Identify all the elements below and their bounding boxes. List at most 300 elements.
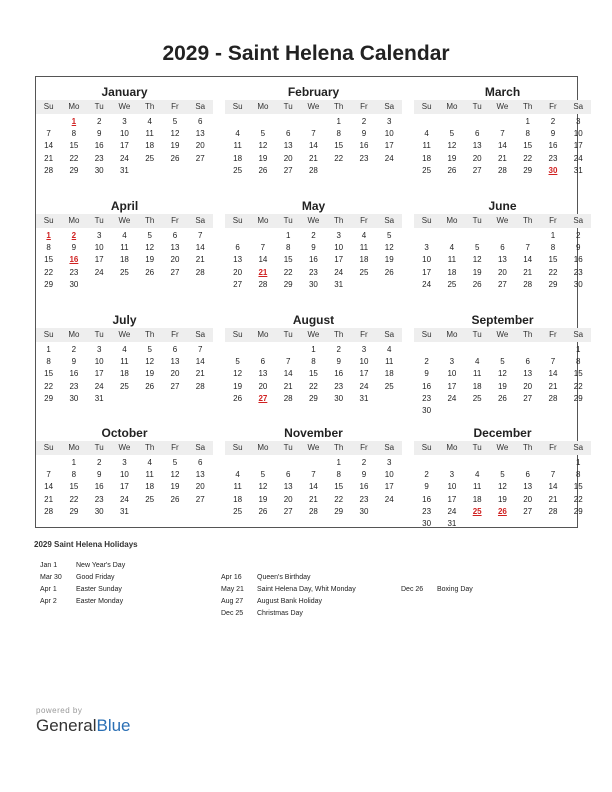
day-cell: 19 [384,255,394,265]
day-cell: 6 [172,345,178,354]
day-cell: 15 [69,482,79,492]
day-cell: 8 [71,129,77,139]
day-cell: 13 [497,255,507,265]
empty-day-cell [439,116,464,128]
week-row [225,153,402,165]
empty-day-cell [250,230,275,242]
empty-day-cell [276,457,301,469]
day-cell: 22 [523,153,533,163]
day-cell: 6 [525,357,530,367]
day-cell: 7 [550,357,556,367]
weekday-label: Tu [94,216,104,225]
holiday-entry [40,596,125,608]
day-cell: 29 [44,279,54,289]
empty-day-cell [490,405,515,417]
day-cell: 10 [384,470,394,480]
day-cell: 18 [384,369,394,379]
day-cell: 16 [334,369,344,379]
day-cell: 13 [170,243,180,253]
day-cell: 10 [384,129,394,139]
day-cell: 2 [311,231,316,240]
weekday-label: Mo [68,216,80,225]
day-cell: 20 [523,494,533,504]
empty-day-cell [377,506,402,518]
day-cell: 26 [170,494,180,504]
day-cell: 17 [334,255,344,265]
week-row [414,457,591,469]
week-row [414,481,591,493]
empty-day-cell [250,116,275,128]
day-cell: 27 [233,279,243,289]
day-cell: 19 [258,494,268,504]
day-cell: 10 [94,357,104,367]
week-row [36,494,213,506]
empty-day-cell [540,457,565,469]
holiday-day: 1 [71,117,77,126]
week-row [225,457,402,469]
day-cell: 3 [96,231,102,240]
empty-day-cell [566,405,591,417]
day-cell: 14 [308,141,318,151]
weekday-label: Th [145,443,155,452]
day-cell: 17 [119,141,129,151]
empty-day-cell [377,165,402,177]
day-cell: 3 [424,243,429,253]
weekday-label: We [496,330,509,339]
weekday-label: Th [523,330,533,339]
day-cell: 8 [46,243,51,253]
day-cell: 27 [497,279,507,289]
empty-day-cell [250,344,275,356]
day-cell: 1 [576,345,581,354]
weekday-label: Fr [171,216,179,225]
empty-day-cell [351,279,376,291]
day-cell: 8 [46,357,51,367]
weekday-header [414,328,591,342]
empty-day-cell [188,279,213,291]
day-cell: 5 [172,458,178,467]
empty-day-cell [540,518,565,530]
day-cell: 11 [359,243,369,253]
weekday-header [225,214,402,228]
day-cell: 14 [283,369,293,379]
day-cell: 21 [523,267,533,277]
empty-day-cell [490,230,515,242]
week-row [225,242,402,254]
day-cell: 28 [195,381,205,391]
day-cell: 22 [573,381,583,391]
day-cell: 10 [94,243,104,253]
day-cell: 20 [283,494,293,504]
day-cell: 13 [195,470,205,480]
holiday-day: 1 [46,231,51,240]
day-cell: 7 [311,470,316,480]
week-row [36,506,213,518]
day-cell: 8 [550,243,556,253]
week-row [36,165,213,177]
day-cell: 16 [94,482,104,492]
week-row [36,393,213,405]
weekday-label: Mo [68,330,80,339]
day-cell: 3 [387,117,392,126]
day-cell: 28 [497,165,507,175]
empty-day-cell [490,344,515,356]
day-cell: 11 [233,482,242,492]
page-title: 2029 - Saint Helena Calendar [162,42,450,65]
empty-day-cell [465,344,490,356]
week-row [414,128,591,140]
weekday-label: Tu [94,330,104,339]
day-cell: 31 [359,393,369,403]
weekday-label: Su [43,330,54,339]
empty-day-cell [225,116,250,128]
day-cell: 26 [384,267,394,277]
weekday-label: Th [145,216,155,225]
month-name: August [292,313,335,327]
month-name: March [484,85,521,99]
weekday-label: Fr [171,102,179,111]
weekday-label: We [496,443,509,452]
week-row [225,494,402,506]
day-cell: 8 [285,243,291,253]
week-row [225,393,402,405]
day-cell: 22 [69,494,79,504]
day-cell: 19 [447,153,457,163]
day-cell: 10 [447,369,457,379]
empty-day-cell [414,116,439,128]
day-cell: 6 [172,231,178,240]
day-cell: 29 [69,165,79,175]
day-cell: 12 [384,243,394,253]
weekday-label: We [496,102,509,111]
weekday-label: Sa [384,102,395,111]
week-row [414,356,591,368]
day-cell: 16 [94,141,104,151]
weekday-label: Sa [195,102,206,111]
day-cell: 5 [260,470,266,480]
weekday-label: Fr [549,330,557,339]
weekday-label: Su [43,216,54,225]
day-cell: 6 [260,357,266,367]
holiday-column [221,572,356,620]
month-name: September [471,313,534,327]
day-cell: 12 [258,141,268,151]
weekday-label: Mo [68,102,80,111]
day-cell: 18 [145,482,155,492]
day-cell: 18 [472,381,482,391]
day-cell: 15 [69,141,79,151]
weekday-header [225,100,402,114]
week-row [414,506,591,518]
week-row [36,230,213,242]
day-cell: 6 [198,117,203,126]
day-cell: 29 [283,279,293,289]
week-row [225,469,402,481]
holiday-date: Dec 25 [221,610,244,617]
weekday-label: Th [145,102,155,111]
holiday-column [40,560,125,608]
day-cell: 22 [44,267,54,277]
week-row [414,140,591,152]
day-cell: 13 [283,141,293,151]
holiday-day: 27 [258,393,268,403]
week-row [225,116,402,128]
day-cell: 22 [44,381,54,391]
weekday-header [36,214,213,228]
day-cell: 24 [94,381,104,391]
empty-day-cell [162,506,187,518]
day-cell: 10 [119,129,129,139]
day-cell: 30 [334,393,344,403]
holidays-title: 2029 Saint Helena Holidays [34,540,138,549]
day-cell: 2 [71,345,77,354]
weekday-label: Sa [573,330,584,339]
day-cell: 17 [422,267,432,277]
day-cell: 25 [145,153,155,163]
day-cell: 8 [311,357,316,367]
weekday-label: Mo [257,216,269,225]
weekday-header [225,441,402,455]
empty-day-cell [36,457,61,469]
day-cell: 11 [120,243,129,253]
day-cell: 14 [195,243,205,253]
empty-day-cell [225,230,250,242]
empty-day-cell [188,393,213,405]
day-cell: 18 [359,255,369,265]
week-row [414,165,591,177]
day-cell: 17 [94,369,104,379]
day-cell: 8 [336,129,341,139]
day-cell: 30 [422,405,432,415]
holiday-date: Apr 16 [221,574,242,581]
day-cell: 29 [69,506,79,516]
day-cell: 10 [422,255,432,265]
holiday-name: Easter Sunday [76,586,122,593]
day-cell: 5 [500,357,505,367]
holiday-day: 2 [71,231,77,240]
day-cell: 9 [361,470,367,480]
weekday-label: Fr [549,102,557,111]
day-cell: 21 [548,494,558,504]
day-cell: 28 [195,267,205,277]
holiday-date: Aug 27 [221,598,244,605]
empty-day-cell [225,457,250,469]
holiday-entry [40,584,125,596]
day-cell: 15 [548,255,558,265]
day-cell: 11 [145,470,154,480]
weekday-label: We [118,443,131,452]
day-cell: 24 [422,279,432,289]
day-cell: 7 [550,470,556,480]
day-cell: 26 [145,381,155,391]
weekday-label: Su [421,443,432,452]
day-cell: 22 [283,267,293,277]
empty-day-cell [351,165,376,177]
day-cell: 11 [120,357,129,367]
day-cell: 19 [233,381,243,391]
empty-day-cell [414,230,439,242]
logo-text-general: General [36,716,97,735]
empty-day-cell [490,116,515,128]
day-cell: 5 [387,231,392,240]
week-row [36,469,213,481]
weekday-label: Tu [472,443,482,452]
day-cell: 18 [119,255,129,265]
holiday-name: Boxing Day [437,586,473,593]
day-cell: 30 [94,165,104,175]
day-cell: 18 [472,494,482,504]
weekday-label: Th [334,216,344,225]
month-may [225,191,402,303]
day-cell: 29 [573,393,583,403]
day-cell: 31 [119,506,129,516]
generalblue-logo[interactable] [36,716,131,736]
day-cell: 28 [44,165,54,175]
empty-day-cell [465,457,490,469]
day-cell: 30 [69,393,79,403]
day-cell: 26 [145,267,155,277]
day-cell: 9 [424,482,429,492]
weekday-label: Th [334,102,344,111]
day-cell: 9 [71,357,77,367]
day-cell: 25 [233,506,243,516]
month-january [36,77,213,189]
day-cell: 3 [122,117,127,126]
day-cell: 23 [94,494,104,504]
day-cell: 27 [523,393,533,403]
weekday-label: Tu [472,330,482,339]
empty-day-cell [326,165,351,177]
day-cell: 17 [94,255,104,265]
day-cell: 4 [235,470,240,480]
month-september [414,305,591,417]
day-cell: 29 [44,393,54,403]
day-cell: 15 [573,369,583,379]
holiday-name: Easter Monday [76,598,124,605]
week-row [225,128,402,140]
weekday-label: Fr [549,216,557,225]
empty-day-cell [439,405,464,417]
day-cell: 4 [235,129,240,139]
day-cell: 12 [497,369,507,379]
day-cell: 14 [497,141,507,151]
weekday-label: Mo [446,102,458,111]
day-cell: 20 [195,141,205,151]
day-cell: 11 [422,141,431,151]
week-row [414,469,591,481]
day-cell: 2 [550,117,556,126]
empty-day-cell [137,279,162,291]
holiday-day: 21 [258,267,268,277]
day-cell: 5 [474,243,480,253]
day-cell: 23 [69,267,79,277]
day-cell: 13 [523,482,533,492]
day-cell: 19 [472,267,482,277]
week-row [36,368,213,380]
day-cell: 18 [145,141,155,151]
week-row [225,368,402,380]
week-row [225,254,402,266]
weekday-label: Su [421,102,432,111]
day-cell: 13 [283,482,293,492]
day-cell: 25 [145,494,155,504]
empty-day-cell [112,279,137,291]
day-cell: 1 [285,231,291,240]
day-cell: 7 [285,357,291,367]
day-cell: 17 [447,494,457,504]
week-row [36,153,213,165]
month-april [36,191,213,303]
week-row [414,518,591,530]
day-cell: 15 [44,255,54,265]
month-july [36,305,213,417]
week-row [225,381,402,393]
day-cell: 24 [573,153,583,163]
day-cell: 16 [422,494,432,504]
week-row [414,381,591,393]
weekday-label: Th [145,330,155,339]
day-cell: 12 [447,141,457,151]
day-cell: 1 [336,117,341,126]
day-cell: 23 [308,267,318,277]
day-cell: 28 [308,165,318,175]
weekday-label: Th [334,330,344,339]
week-row [36,254,213,266]
weekday-label: Mo [446,443,458,452]
day-cell: 8 [525,129,530,139]
day-cell: 31 [94,393,104,403]
holiday-entry [221,596,356,608]
holiday-date: May 21 [221,586,244,593]
weekday-label: Fr [171,330,179,339]
week-row [414,279,591,291]
day-cell: 7 [260,243,266,253]
week-row [225,506,402,518]
empty-day-cell [515,230,540,242]
weekday-label: Tu [472,102,482,111]
weekday-header [414,100,591,114]
day-cell: 21 [308,494,318,504]
day-cell: 24 [119,153,129,163]
empty-day-cell [162,393,187,405]
weekday-label: Tu [283,443,293,452]
empty-day-cell [540,405,565,417]
empty-day-cell [137,165,162,177]
day-cell: 12 [472,255,482,265]
day-cell: 12 [170,470,180,480]
day-cell: 1 [71,458,77,467]
day-cell: 28 [308,506,318,516]
day-cell: 18 [233,153,243,163]
weekday-label: Sa [384,443,395,452]
day-cell: 13 [195,129,205,139]
empty-day-cell [188,506,213,518]
week-row [36,457,213,469]
day-cell: 29 [573,506,583,516]
day-cell: 1 [336,458,341,467]
week-row [36,128,213,140]
holiday-name: New Year's Day [76,562,126,569]
weekday-label: We [118,102,131,111]
day-cell: 12 [170,129,180,139]
day-cell: 19 [497,494,507,504]
day-cell: 25 [472,393,482,403]
holiday-date: Dec 26 [401,586,424,593]
week-row [225,279,402,291]
day-cell: 14 [308,482,318,492]
month-november [225,418,402,530]
empty-day-cell [540,344,565,356]
